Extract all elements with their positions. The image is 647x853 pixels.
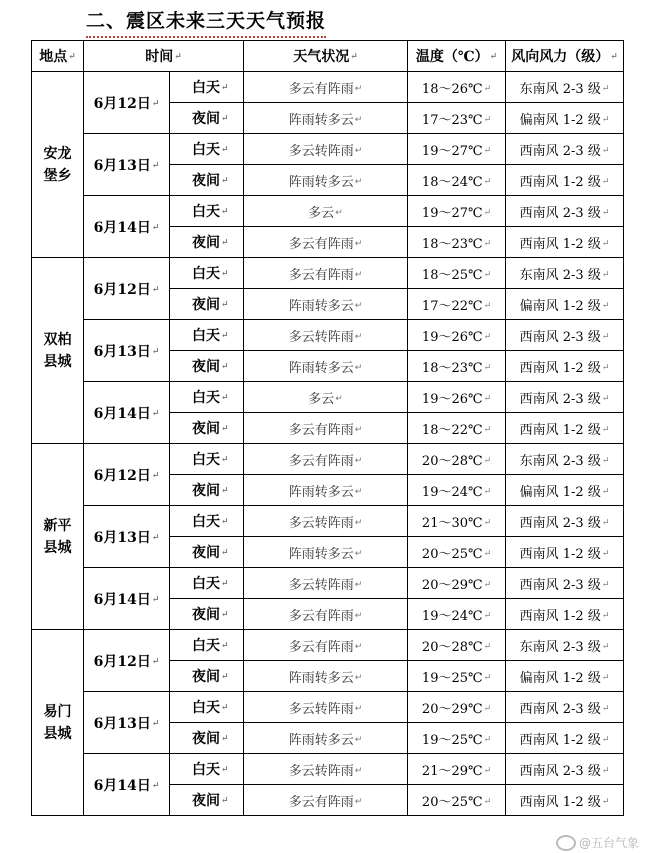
return-mark-icon: ↵ (601, 580, 610, 590)
return-mark-icon: ↵ (354, 332, 363, 342)
wind-cell: 西南风 2-3 级↵ (506, 754, 624, 785)
return-mark-icon: ↵ (610, 52, 618, 62)
return-mark-icon: ↵ (483, 146, 492, 156)
return-mark-icon: ↵ (483, 208, 492, 218)
date-cell: 6月13日↵ (84, 134, 170, 196)
table-row (32, 258, 624, 289)
return-mark-icon: ↵ (483, 363, 492, 373)
return-mark-icon: ↵ (483, 84, 492, 94)
return-mark-icon: ↵ (151, 656, 160, 667)
table-row (32, 692, 624, 723)
return-mark-icon: ↵ (354, 456, 363, 466)
period-cell: 夜间↵ (170, 661, 244, 692)
temperature-cell: 20～25℃↵ (408, 785, 506, 816)
return-mark-icon: ↵ (221, 83, 229, 93)
return-mark-icon: ↵ (483, 611, 492, 621)
weibo-icon (556, 835, 576, 851)
period-cell: 夜间↵ (170, 289, 244, 320)
condition-cell: 阵雨转多云↵ (244, 537, 408, 568)
condition-cell: 多云转阵雨↵ (244, 134, 408, 165)
condition-cell: 阵雨转多云↵ (244, 351, 408, 382)
return-mark-icon: ↵ (151, 470, 160, 481)
date-cell: 6月13日↵ (84, 320, 170, 382)
temperature-cell: 17～23℃↵ (408, 103, 506, 134)
return-mark-icon: ↵ (221, 331, 229, 341)
return-mark-icon: ↵ (221, 796, 229, 806)
return-mark-icon: ↵ (354, 766, 363, 776)
return-mark-icon: ↵ (68, 52, 76, 62)
temperature-cell: 19～24℃↵ (408, 599, 506, 630)
return-mark-icon: ↵ (354, 301, 363, 311)
condition-cell: 多云↵ (244, 382, 408, 413)
return-mark-icon: ↵ (151, 346, 160, 357)
return-mark-icon: ↵ (601, 270, 610, 280)
date-cell: 6月13日↵ (84, 692, 170, 754)
return-mark-icon: ↵ (483, 735, 492, 745)
temperature-cell: 21～30℃↵ (408, 506, 506, 537)
table-row (32, 754, 624, 785)
return-mark-icon: ↵ (221, 176, 229, 186)
table-row (32, 320, 624, 351)
return-mark-icon: ↵ (483, 673, 492, 683)
condition-cell: 阵雨转多云↵ (244, 289, 408, 320)
return-mark-icon: ↵ (601, 177, 610, 187)
return-mark-icon: ↵ (601, 84, 610, 94)
return-mark-icon: ↵ (354, 611, 363, 621)
period-cell: 白天↵ (170, 506, 244, 537)
return-mark-icon: ↵ (601, 301, 610, 311)
return-mark-icon: ↵ (335, 208, 343, 218)
return-mark-icon: ↵ (354, 270, 363, 280)
temperature-cell: 18～26℃↵ (408, 72, 506, 103)
return-mark-icon: ↵ (221, 486, 229, 496)
period-cell: 白天↵ (170, 72, 244, 103)
return-mark-icon: ↵ (350, 52, 358, 62)
table-header-row (32, 41, 624, 72)
temperature-cell: 18～25℃↵ (408, 258, 506, 289)
table-row (32, 444, 624, 475)
table-row (32, 568, 624, 599)
return-mark-icon: ↵ (221, 641, 229, 651)
condition-cell: 多云有阵雨↵ (244, 227, 408, 258)
return-mark-icon: ↵ (483, 487, 492, 497)
wind-cell: 西南风 2-3 级↵ (506, 506, 624, 537)
return-mark-icon: ↵ (335, 394, 343, 404)
wind-cell: 西南风 2-3 级↵ (506, 382, 624, 413)
return-mark-icon: ↵ (354, 487, 363, 497)
return-mark-icon: ↵ (151, 718, 160, 729)
return-mark-icon: ↵ (354, 642, 363, 652)
header-condition: 天气状况↵ (244, 41, 408, 72)
return-mark-icon: ↵ (221, 393, 229, 403)
return-mark-icon: ↵ (601, 239, 610, 249)
period-cell: 白天↵ (170, 568, 244, 599)
temperature-cell: 19～27℃↵ (408, 134, 506, 165)
return-mark-icon: ↵ (483, 425, 492, 435)
return-mark-icon: ↵ (601, 456, 610, 466)
date-cell: 6月13日↵ (84, 506, 170, 568)
return-mark-icon: ↵ (151, 98, 160, 109)
return-mark-icon: ↵ (483, 797, 492, 807)
period-cell: 白天↵ (170, 630, 244, 661)
location-cell: 易门 县城 (32, 630, 84, 816)
wind-cell: 西南风 2-3 级↵ (506, 568, 624, 599)
condition-cell: 多云有阵雨↵ (244, 785, 408, 816)
return-mark-icon: ↵ (221, 424, 229, 434)
wind-cell: 东南风 2-3 级↵ (506, 630, 624, 661)
table-row (32, 196, 624, 227)
return-mark-icon: ↵ (601, 425, 610, 435)
wind-cell: 西南风 2-3 级↵ (506, 196, 624, 227)
return-mark-icon: ↵ (483, 115, 492, 125)
wind-cell: 偏南风 1-2 级↵ (506, 661, 624, 692)
return-mark-icon: ↵ (151, 160, 160, 171)
wind-cell: 西南风 1-2 级↵ (506, 785, 624, 816)
table-row (32, 382, 624, 413)
return-mark-icon: ↵ (354, 177, 363, 187)
return-mark-icon: ↵ (354, 580, 363, 590)
return-mark-icon: ↵ (354, 363, 363, 373)
return-mark-icon: ↵ (601, 673, 610, 683)
return-mark-icon: ↵ (221, 362, 229, 372)
temperature-cell: 20～28℃↵ (408, 630, 506, 661)
period-cell: 夜间↵ (170, 475, 244, 506)
return-mark-icon: ↵ (151, 222, 160, 233)
period-cell: 白天↵ (170, 444, 244, 475)
page-title: 二、震区未来三天天气预报 (86, 6, 326, 38)
temperature-cell: 18～23℃↵ (408, 351, 506, 382)
return-mark-icon: ↵ (601, 115, 610, 125)
temperature-cell: 19～25℃↵ (408, 723, 506, 754)
condition-cell: 多云转阵雨↵ (244, 754, 408, 785)
return-mark-icon: ↵ (221, 207, 229, 217)
return-mark-icon: ↵ (221, 610, 229, 620)
return-mark-icon: ↵ (221, 455, 229, 465)
wind-cell: 西南风 2-3 级↵ (506, 692, 624, 723)
wind-cell: 偏南风 1-2 级↵ (506, 289, 624, 320)
return-mark-icon: ↵ (601, 518, 610, 528)
wind-cell: 西南风 2-3 级↵ (506, 320, 624, 351)
location-cell: 双柏 县城 (32, 258, 84, 444)
condition-cell: 多云有阵雨↵ (244, 630, 408, 661)
return-mark-icon: ↵ (601, 487, 610, 497)
return-mark-icon: ↵ (221, 114, 229, 124)
return-mark-icon: ↵ (221, 734, 229, 744)
wind-cell: 西南风 1-2 级↵ (506, 165, 624, 196)
table-row (32, 72, 624, 103)
return-mark-icon: ↵ (221, 517, 229, 527)
return-mark-icon: ↵ (354, 797, 363, 807)
wind-cell: 西南风 2-3 级↵ (506, 134, 624, 165)
period-cell: 夜间↵ (170, 413, 244, 444)
return-mark-icon: ↵ (354, 735, 363, 745)
return-mark-icon: ↵ (151, 408, 160, 419)
return-mark-icon: ↵ (489, 52, 498, 62)
return-mark-icon: ↵ (483, 270, 492, 280)
return-mark-icon: ↵ (483, 394, 492, 404)
return-mark-icon: ↵ (601, 704, 610, 714)
return-mark-icon: ↵ (221, 703, 229, 713)
return-mark-icon: ↵ (354, 425, 363, 435)
condition-cell: 阵雨转多云↵ (244, 661, 408, 692)
condition-cell: 多云转阵雨↵ (244, 506, 408, 537)
return-mark-icon: ↵ (601, 332, 610, 342)
return-mark-icon: ↵ (354, 239, 363, 249)
wind-cell: 东南风 2-3 级↵ (506, 72, 624, 103)
return-mark-icon: ↵ (601, 642, 610, 652)
temperature-cell: 19～26℃↵ (408, 382, 506, 413)
period-cell: 白天↵ (170, 258, 244, 289)
temperature-cell: 18～22℃↵ (408, 413, 506, 444)
return-mark-icon: ↵ (601, 146, 610, 156)
temperature-cell: 17～22℃↵ (408, 289, 506, 320)
return-mark-icon: ↵ (221, 269, 229, 279)
condition-cell: 阵雨转多云↵ (244, 475, 408, 506)
return-mark-icon: ↵ (221, 300, 229, 310)
date-cell: 6月12日↵ (84, 72, 170, 134)
date-cell: 6月14日↵ (84, 754, 170, 816)
return-mark-icon: ↵ (601, 735, 610, 745)
wind-cell: 西南风 1-2 级↵ (506, 537, 624, 568)
return-mark-icon: ↵ (483, 766, 492, 776)
condition-cell: 多云有阵雨↵ (244, 444, 408, 475)
return-mark-icon: ↵ (483, 456, 492, 466)
return-mark-icon: ↵ (221, 579, 229, 589)
return-mark-icon: ↵ (221, 765, 229, 775)
period-cell: 白天↵ (170, 382, 244, 413)
condition-cell: 多云有阵雨↵ (244, 72, 408, 103)
return-mark-icon: ↵ (354, 146, 363, 156)
return-mark-icon: ↵ (151, 284, 160, 295)
table-row (32, 630, 624, 661)
return-mark-icon: ↵ (483, 332, 492, 342)
condition-cell: 多云↵ (244, 196, 408, 227)
forecast-table (31, 40, 624, 816)
wind-cell: 偏南风 1-2 级↵ (506, 475, 624, 506)
wind-cell: 西南风 1-2 级↵ (506, 227, 624, 258)
return-mark-icon: ↵ (483, 642, 492, 652)
wind-cell: 偏南风 1-2 级↵ (506, 103, 624, 134)
wind-cell: 东南风 2-3 级↵ (506, 258, 624, 289)
wind-cell: 东南风 2-3 级↵ (506, 444, 624, 475)
return-mark-icon: ↵ (601, 766, 610, 776)
wind-cell: 西南风 1-2 级↵ (506, 413, 624, 444)
table-row (32, 506, 624, 537)
return-mark-icon: ↵ (174, 52, 182, 62)
period-cell: 夜间↵ (170, 103, 244, 134)
return-mark-icon: ↵ (151, 532, 160, 543)
period-cell: 白天↵ (170, 134, 244, 165)
date-cell: 6月12日↵ (84, 444, 170, 506)
table-row (32, 134, 624, 165)
temperature-cell: 18～23℃↵ (408, 227, 506, 258)
return-mark-icon: ↵ (354, 673, 363, 683)
condition-cell: 多云有阵雨↵ (244, 258, 408, 289)
period-cell: 白天↵ (170, 196, 244, 227)
wind-cell: 西南风 1-2 级↵ (506, 723, 624, 754)
header-temperature: 温度（℃）↵ (408, 41, 506, 72)
period-cell: 夜间↵ (170, 351, 244, 382)
period-cell: 夜间↵ (170, 227, 244, 258)
return-mark-icon: ↵ (483, 239, 492, 249)
period-cell: 白天↵ (170, 754, 244, 785)
return-mark-icon: ↵ (354, 84, 363, 94)
temperature-cell: 19～25℃↵ (408, 661, 506, 692)
temperature-cell: 19～26℃↵ (408, 320, 506, 351)
date-cell: 6月14日↵ (84, 568, 170, 630)
return-mark-icon: ↵ (483, 301, 492, 311)
temperature-cell: 20～25℃↵ (408, 537, 506, 568)
return-mark-icon: ↵ (221, 672, 229, 682)
date-cell: 6月12日↵ (84, 258, 170, 320)
date-cell: 6月14日↵ (84, 382, 170, 444)
header-wind: 风向风力（级）↵ (506, 41, 624, 72)
header-time: 时间↵ (84, 41, 244, 72)
date-cell: 6月14日↵ (84, 196, 170, 258)
return-mark-icon: ↵ (601, 549, 610, 559)
temperature-cell: 20～28℃↵ (408, 444, 506, 475)
condition-cell: 阵雨转多云↵ (244, 165, 408, 196)
wind-cell: 西南风 1-2 级↵ (506, 351, 624, 382)
date-cell: 6月12日↵ (84, 630, 170, 692)
period-cell: 夜间↵ (170, 537, 244, 568)
condition-cell: 多云转阵雨↵ (244, 568, 408, 599)
temperature-cell: 19～24℃↵ (408, 475, 506, 506)
return-mark-icon: ↵ (601, 611, 610, 621)
return-mark-icon: ↵ (601, 797, 610, 807)
return-mark-icon: ↵ (221, 238, 229, 248)
temperature-cell: 18～24℃↵ (408, 165, 506, 196)
return-mark-icon: ↵ (601, 394, 610, 404)
condition-cell: 多云转阵雨↵ (244, 692, 408, 723)
condition-cell: 阵雨转多云↵ (244, 723, 408, 754)
return-mark-icon: ↵ (354, 704, 363, 714)
return-mark-icon: ↵ (151, 780, 160, 791)
temperature-cell: 20～29℃↵ (408, 692, 506, 723)
header-location: 地点↵ (32, 41, 84, 72)
period-cell: 夜间↵ (170, 723, 244, 754)
condition-cell: 多云有阵雨↵ (244, 413, 408, 444)
temperature-cell: 20～29℃↵ (408, 568, 506, 599)
condition-cell: 多云转阵雨↵ (244, 320, 408, 351)
period-cell: 夜间↵ (170, 165, 244, 196)
return-mark-icon: ↵ (354, 115, 363, 125)
watermark: @五台气象 (556, 834, 639, 852)
return-mark-icon: ↵ (151, 594, 160, 605)
period-cell: 白天↵ (170, 692, 244, 723)
return-mark-icon: ↵ (601, 363, 610, 373)
temperature-cell: 19～27℃↵ (408, 196, 506, 227)
return-mark-icon: ↵ (483, 177, 492, 187)
period-cell: 白天↵ (170, 320, 244, 351)
return-mark-icon: ↵ (483, 549, 492, 559)
location-cell: 新平 县城 (32, 444, 84, 630)
return-mark-icon: ↵ (601, 208, 610, 218)
return-mark-icon: ↵ (483, 518, 492, 528)
return-mark-icon: ↵ (483, 704, 492, 714)
return-mark-icon: ↵ (354, 518, 363, 528)
wind-cell: 西南风 1-2 级↵ (506, 599, 624, 630)
condition-cell: 阵雨转多云↵ (244, 103, 408, 134)
location-cell: 安龙 堡乡 (32, 72, 84, 258)
condition-cell: 多云有阵雨↵ (244, 599, 408, 630)
return-mark-icon: ↵ (221, 548, 229, 558)
return-mark-icon: ↵ (483, 580, 492, 590)
return-mark-icon: ↵ (221, 145, 229, 155)
period-cell: 夜间↵ (170, 599, 244, 630)
return-mark-icon: ↵ (354, 549, 363, 559)
temperature-cell: 21～29℃↵ (408, 754, 506, 785)
period-cell: 夜间↵ (170, 785, 244, 816)
